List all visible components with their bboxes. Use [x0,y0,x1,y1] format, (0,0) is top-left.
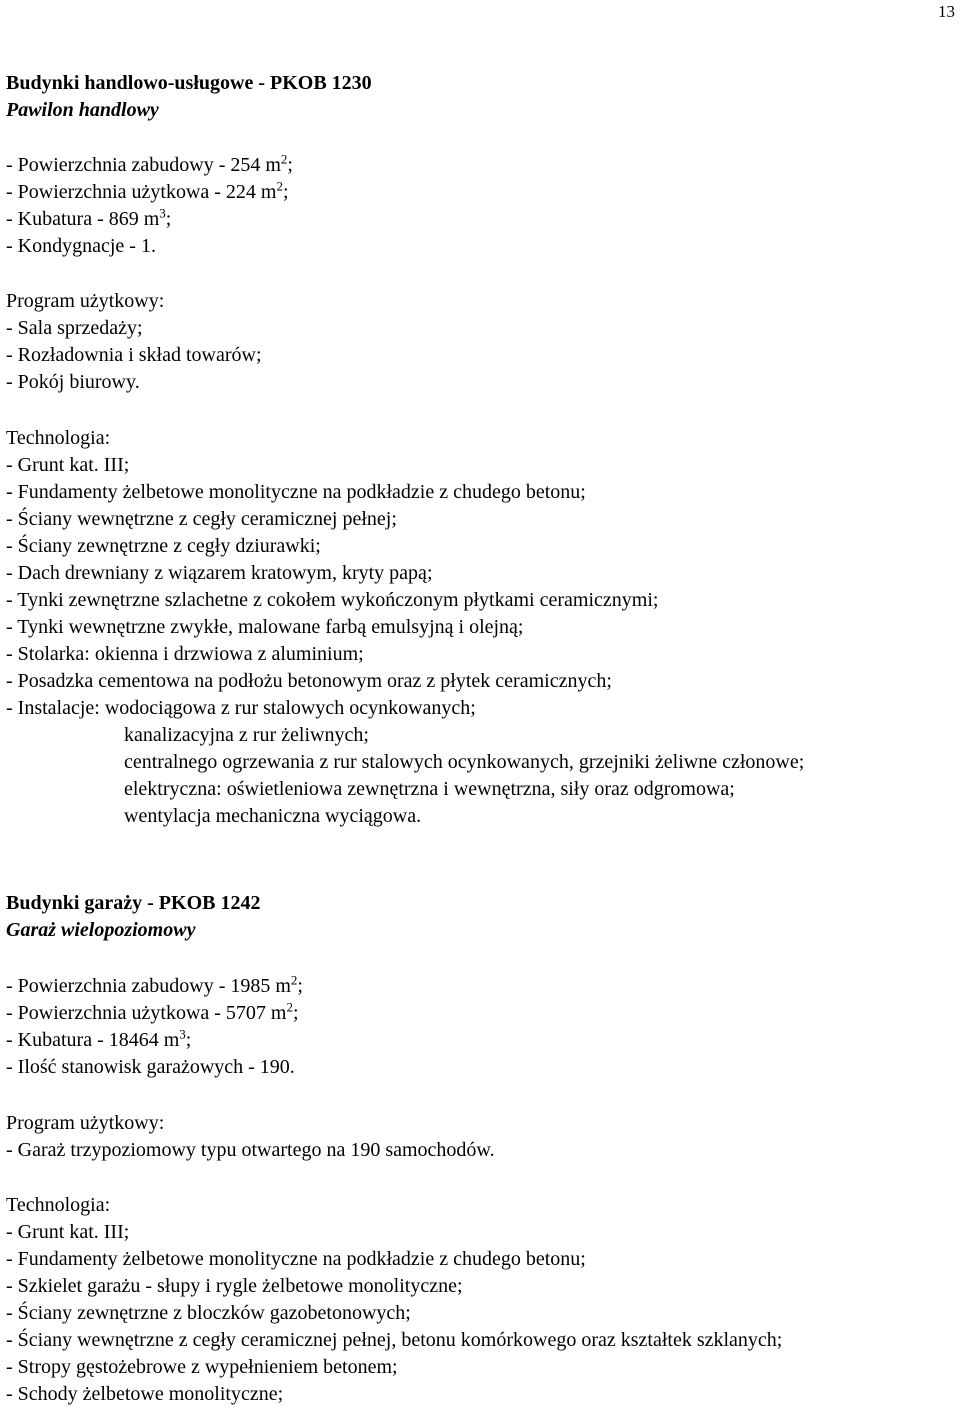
section1-program-item: - Sala sprzedaży; [6,317,143,339]
section1-program-label: Program użytkowy: [6,290,165,312]
section1-subheading: Pawilon handlowy [6,99,159,121]
section1-program-item: - Pokój biurowy. [6,371,140,393]
section2-tech-item: - Stropy gęstożebrowe z wypełnieniem betonem; [6,1356,398,1378]
section1-tech-item: - Fundamenty żelbetowe monolityczne na podkładzie z chudego betonu; [6,481,586,503]
section2-heading: Budynki garaży - PKOB 1242 [6,892,261,914]
section1-tech-item: - Grunt kat. III; [6,454,130,476]
section2-program-label: Program użytkowy: [6,1112,165,1134]
section1-tech-label: Technologia: [6,427,111,449]
section1-param: - Powierzchnia zabudowy - 254 $m^2$; [6,151,293,176]
section1-program-item: - Rozładownia i skład towarów; [6,344,262,366]
section1-tech-item: - Posadzka cementowa na podłożu betonowym oraz z płytek ceramicznych; [6,670,612,692]
section1-tech-item: - Ściany zewnętrzne z cegły dziurawki; [6,535,321,557]
section1-tech-subitem: elektryczna: oświetleniowa zewnętrzna i wewnętrzna, siły oraz odgromowa; [124,778,735,800]
section2-tech-item: - Grunt kat. III; [6,1221,130,1243]
section2-tech-item: - Fundamenty żelbetowe monolityczne na podkładzie z chudego betonu; [6,1248,586,1270]
section2-subheading: Garaż wielopoziomowy [6,919,196,941]
section2-program-item: - Garaż trzypoziomowy typu otwartego na 190 samochodów. [6,1139,495,1161]
section2-tech-item: - Ściany wewnętrzne z cegły ceramicznej pełnej, betonu komórkowego oraz kształtek szklanych; [6,1329,783,1351]
section2-param: - Powierzchnia zabudowy - 1985 $m^2$; [6,972,303,997]
page-number: 13 [938,2,955,21]
section1-tech-item: - Tynki wewnętrzne zwykłe, malowane farbą emulsyjną i olejną; [6,616,524,638]
section1-tech-item: - Instalacje: wodociągowa z rur stalowych ocynkowanych; [6,697,476,719]
section2-tech-item: - Schody żelbetowe monolityczne; [6,1383,284,1405]
section2-tech-item: - Szkielet garażu - słupy i rygle żelbetowe monolityczne; [6,1275,463,1297]
section1-tech-subitem: kanalizacyjna z rur żeliwnych; [124,724,369,746]
section1-tech-subitem: wentylacja mechaniczna wyciągowa. [124,805,422,827]
section1-tech-subitem: centralnego ogrzewania z rur stalowych ocynkowanych, grzejniki żeliwne członowe; [124,751,805,773]
section1-param: - Kubatura - 869 $m^3$; [6,205,172,230]
section2-param: - Ilość stanowisk garażowych - 190. [6,1056,295,1078]
section2-param: - Powierzchnia użytkowa - 5707 $m^2$; [6,999,299,1024]
section1-heading: Budynki handlowo-usługowe - PKOB 1230 [6,72,372,94]
section1-tech-item: - Dach drewniany z wiązarem kratowym, kryty papą; [6,562,433,584]
section1-tech-item: - Ściany wewnętrzne z cegły ceramicznej pełnej; [6,508,397,530]
section1-tech-item: - Tynki zewnętrzne szlachetne z cokołem wykończonym płytkami ceramicznymi; [6,589,659,611]
section2-tech-label: Technologia: [6,1194,111,1216]
section2-param: - Kubatura - 18464 $m^3$; [6,1026,192,1051]
section1-param: - Kondygnacje - 1. [6,235,156,257]
section1-tech-item: - Stolarka: okienna i drzwiowa z aluminium; [6,643,364,665]
section2-tech-item: - Ściany zewnętrzne z bloczków gazobetonowych; [6,1302,411,1324]
section1-param: - Powierzchnia użytkowa - 224 $m^2$; [6,178,289,203]
